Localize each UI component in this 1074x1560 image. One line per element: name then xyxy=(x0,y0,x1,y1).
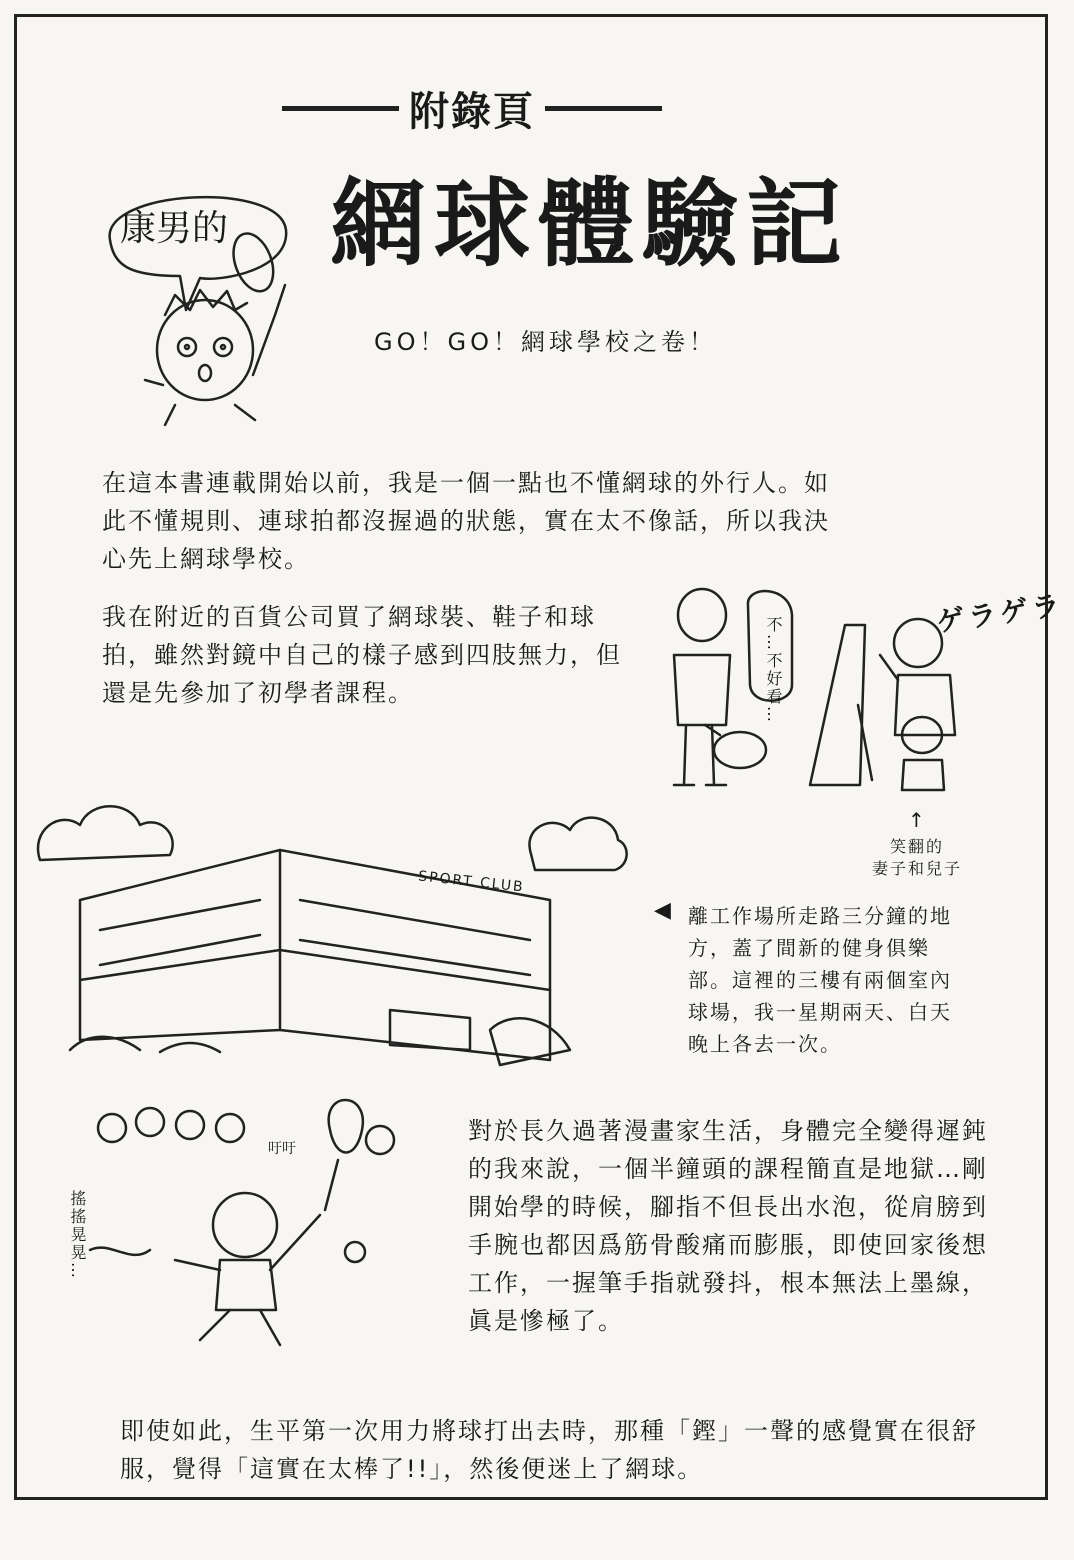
title-rule-right xyxy=(545,106,662,111)
bubble-text: 康男的 xyxy=(120,208,229,249)
mascot-with-racket-illustration xyxy=(135,255,305,435)
shaking-sfx: 搖搖晃晃… xyxy=(68,1190,87,1280)
sport-club-illustration xyxy=(30,790,650,1090)
supertitle-text: 附錄頁 xyxy=(409,88,535,135)
family-caption-line2: 妻子和兒子 xyxy=(872,859,963,878)
lesson-paragraph: 對於長久過著漫畫家生活，身體完全變得遲鈍的我來說，一個半鐘頭的課程簡直是地獄…剛開始學的時候，腳指不但長出水泡，從肩膀到手腕也都因爲筋骨酸痛而膨脹，即使回家後想工作，一握筆手指就發抖，根本無法上墨線，眞是慘極了。 xyxy=(468,1117,988,1335)
gear-paragraph: 我在附近的百貨公司買了網球裝、鞋子和球拍，雖然對鏡中自己的樣子感到四肢無力，但還是先參加了初學者課程。 xyxy=(102,603,622,707)
not-good-text: 不…不好看… xyxy=(764,616,783,724)
laughing-sfx: ゲラゲラ xyxy=(934,588,1066,639)
subtitle: GO！GO！網球學校之卷！ xyxy=(374,328,717,356)
tennis-lesson-illustration xyxy=(80,1100,400,1360)
mirror-scene-illustration xyxy=(660,585,980,805)
arrow-up-icon: ↑ xyxy=(908,808,925,832)
intro-paragraph: 在這本書連載開始以前，我是一個一點也不懂網球的外行人。如此不懂規則、連球拍都沒握過的狀態，實在太不像話，所以我決心先上網球學校。 xyxy=(102,469,830,573)
panting-sfx: 吁吁 xyxy=(268,1141,296,1157)
supertitle xyxy=(282,78,662,138)
club-caption: 離工作場所走路三分鐘的地方，蓋了間新的健身俱樂部。這裡的三樓有兩個室內球場，我一星期兩天、白天晚上各去一次。 xyxy=(688,904,952,1056)
page-title: 網球體驗記 xyxy=(330,167,850,280)
family-caption xyxy=(872,836,962,880)
sport-club-sign: SPORT CLUB xyxy=(417,868,526,896)
ending-paragraph: 即使如此，生平第一次用力將球打出去時，那種「鏗」一聲的感覺實在很舒服，覺得「這實在太棒了!!」，然後便迷上了網球。 xyxy=(120,1417,978,1483)
family-caption-line1: 笑翻的 xyxy=(890,837,945,856)
arrow-left-icon: ◀ xyxy=(654,898,671,923)
title-rule-left xyxy=(282,106,399,111)
